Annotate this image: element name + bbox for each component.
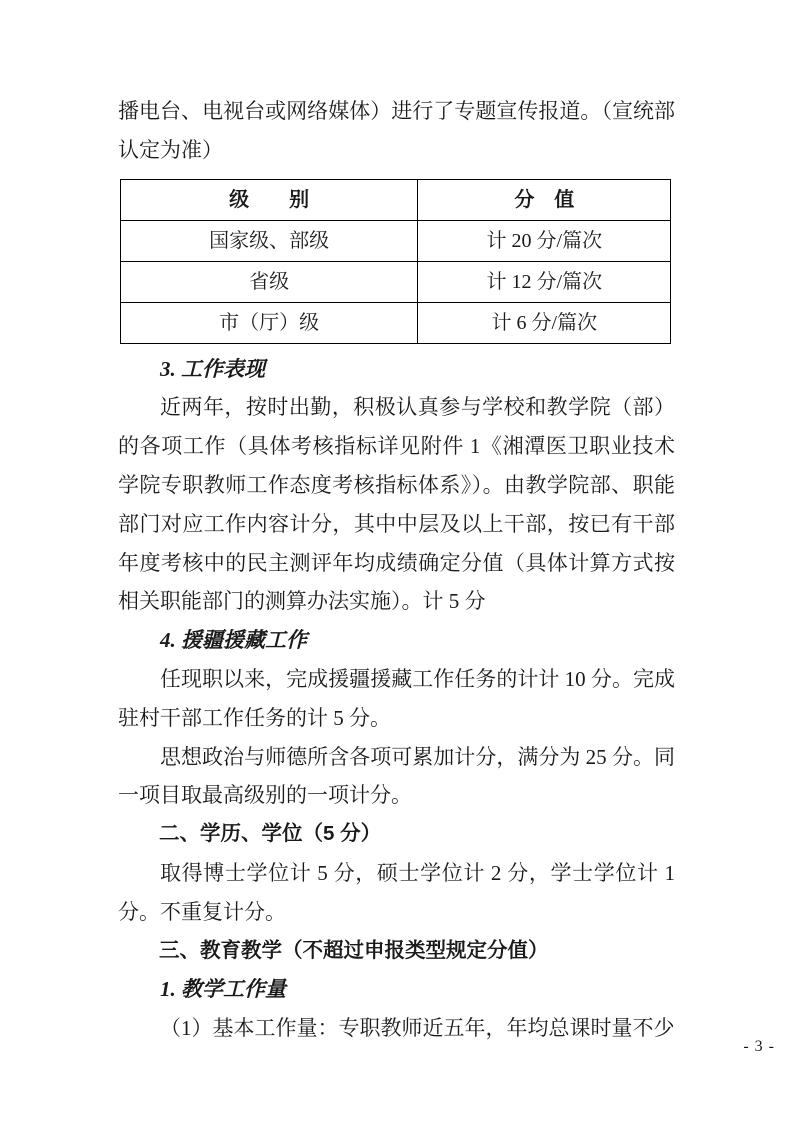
paragraph-degree: 取得博士学位计 5 分，硕士学位计 2 分，学士学位计 1 分。不重复计分。 bbox=[118, 860, 675, 924]
heading-teaching-workload: 1. 教学工作量 bbox=[160, 977, 286, 1002]
table-cell-score: 计 6 分/篇次 bbox=[418, 302, 671, 343]
paragraph-total-score: 思想政治与师德所含各项可累加计分，满分为 25 分。同一项目取最高级别的一项计分。 bbox=[118, 744, 675, 808]
heading-education: 三、教育教学（不超过申报类型规定分值） bbox=[159, 938, 549, 962]
table-header-level: 级 别 bbox=[121, 179, 418, 220]
table-cell-level: 省级 bbox=[121, 261, 418, 302]
table-row bbox=[121, 220, 671, 261]
table-header-row bbox=[121, 179, 671, 220]
heading-xinjiang-tibet: 4. 援疆援藏工作 bbox=[160, 628, 307, 653]
table-row bbox=[121, 302, 671, 343]
intro-paragraph: 播电台、电视台或网络媒体）进行了专题宣传报道。（宣统部认定为准） bbox=[118, 99, 675, 162]
table-cell-level: 国家级、部级 bbox=[121, 220, 418, 261]
table-header-score: 分 值 bbox=[418, 179, 671, 220]
page-number: - 3 - bbox=[743, 1038, 775, 1055]
table-row bbox=[121, 261, 671, 302]
score-table bbox=[120, 179, 671, 344]
paragraph-basic-workload: （1）基本工作量：专职教师近五年，年均总课时量不少 bbox=[160, 1016, 675, 1041]
paragraph-work-performance: 近两年，按时出勤，积极认真参与学校和教学院（部）的各项工作（具体考核指标详见附件 1《湘潭医卫职业技术学院专职教师工作态度考核指标体系》）。由教学院部、职能部门对应工作内容计分，其中中层及以上干部，按已有干部年度考核中的民主测评年均成绩确定分值（具体计算方式按相关职能部门的测算办法实施）。计 5 分 bbox=[118, 395, 675, 614]
table-cell-level: 市（厅）级 bbox=[121, 302, 418, 343]
heading-work-performance: 3. 工作表现 bbox=[160, 356, 265, 381]
table-cell-score: 计 12 分/篇次 bbox=[418, 261, 671, 302]
paragraph-xinjiang-tibet: 任现职以来，完成援疆援藏工作任务的计计 10 分。完成驻村干部工作任务的计 5 分。 bbox=[118, 666, 675, 730]
heading-degree: 二、学历、学位（5 分） bbox=[159, 822, 382, 846]
document-content bbox=[118, 92, 675, 1048]
table-cell-score: 计 20 分/篇次 bbox=[418, 220, 671, 261]
